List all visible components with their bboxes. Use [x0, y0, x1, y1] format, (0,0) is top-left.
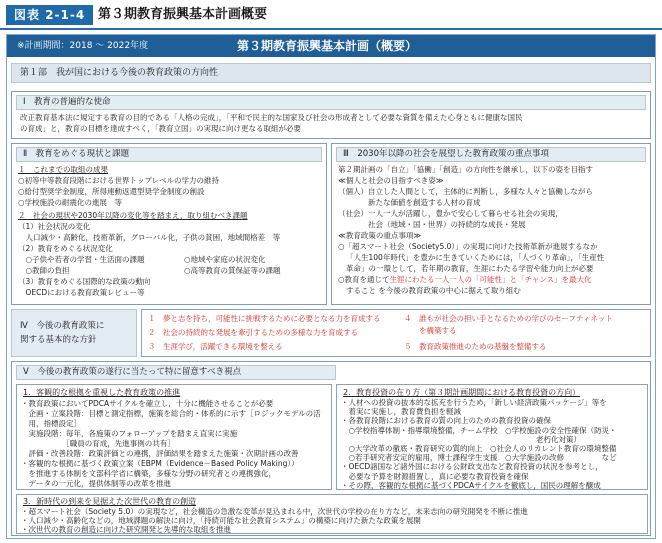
evidence-line: 評価・改善段階：政策評価との連携，評価結果を踏まえた施策・次期計画の改善 [21, 449, 299, 458]
evidence-line: ［職員の育成，先進事例の共有］ [21, 439, 175, 448]
evidence-line: 実施段階：毎年，各施策のフォローアップを踏まえ直実に実施 [21, 429, 238, 438]
evidence-line: ・教育政策においてPDCAサイクルを確立し，十分に機能させることが必要 [21, 399, 274, 408]
evidence-line: 用，指標設定］ [21, 419, 81, 428]
priority-line: 革命」の一環として，若年期の教育，生涯にわたる学習や能力向上が必要 [346, 264, 594, 273]
next-generation-line: ・人口減少・高齢化などの，地域課題の解決に向け，「持続可能な社会教育システム」の構築に向けた新たな政策を展開 [21, 516, 421, 525]
priority-line: （個人）自立した人間として，主体的に判断し，多様な人々と協働しながら [338, 187, 593, 196]
issue-line: ○学校施設の耐震化の進展 等 [18, 198, 123, 207]
next-generation-title: 3．新時代の到来を見据えた次世代の教育の創造 [23, 497, 197, 506]
policy-item: ５ 教育政策推進のための基盤を整備する [404, 342, 547, 351]
highlight-possibility: 「可能性」 [472, 275, 510, 284]
issue-line: （1）社会状況の変化 [18, 222, 91, 231]
investment-line: ・OECD諸国など諸外国における公財政支出など教育投資の状況を参考とし， [341, 462, 603, 472]
investment-line: 老朽化対策） [341, 434, 581, 444]
figure-header [0, 0, 662, 30]
mission-line: 改正教育基本法に規定する教育の目的である「人格の完成」，「平和で民主的な国家及び社会の形成者として必要な資質を備えた心身ともに健康な国民 [20, 113, 523, 122]
highlight-and: と [509, 275, 518, 284]
policy-item: ３ 生涯学び，活躍できる環境を整える [148, 342, 283, 351]
evidence-line: 企画・立案段階：目標と測定指標，施策を総合的・体系的に示す［ロジックモデルの活 [21, 409, 321, 418]
issue-line: （2）教育をめぐる状況変化 [18, 244, 113, 253]
section-mission [11, 91, 651, 139]
highlight-chance: 「チャンス」 [517, 275, 562, 284]
priority-line: ○「超スマート社会（Society5.0）」の実現に向けた技術革新が進展するなか [338, 242, 598, 251]
issue-line: （3）教育をめぐる国際的な政策の動向 [18, 277, 151, 286]
issue-line: ○地域や家庭の状況変化 [184, 255, 266, 264]
policy-item: ４ 誰もが社会の担い手となるための学びのセーフティネット [404, 314, 613, 323]
next-generation-box [16, 494, 648, 534]
policy-label-line: 関する基本的な方針 [20, 335, 97, 345]
issue-line: ○初等中等教育段階における世界トップレベルの学力の維持 [18, 176, 220, 185]
issue-line: １ これまでの取組の成果 [18, 165, 108, 174]
investment-line: ○学校指導体制・指導環境整備，チーム学校 ○学校施設の安全性確保（防災・ [341, 425, 617, 435]
investment-line: ・その際，客観的な根拠に基づくPDCAサイクルを徹底し，国民の理解を醸成 [341, 480, 601, 490]
figure-title: 第３期教育振興基本計画概要 [98, 7, 268, 22]
investment-line: ○大学改革の徹底・教育研究の質的向上 ○社会人のリカレント教育の環境整備 [341, 444, 617, 453]
issue-line: 人口減少・高齢化，技術革新，グローバル化，子供の貧困，地域間格差 等 [18, 233, 281, 242]
plan-period: ※計画期間：2018 ～ 2022年度 [17, 41, 149, 51]
priority-line: ≪教育政策の重点事項≫ [338, 231, 422, 240]
title-bar [7, 35, 655, 57]
priority-line: （社会）一人一人が活躍し，豊かで安心して暮らせる社会の実現， [338, 209, 563, 218]
evidence-box [16, 384, 332, 490]
section-heading: Ⅱ 教育をめぐる現状と課題 [16, 147, 322, 162]
issue-line: ○子供や若者の学習・生活面の課題 [18, 255, 145, 264]
investment-line: ・人材への投資の抜本的な拡充を行うため，「新しい経済政策パッケージ」等を [341, 398, 607, 407]
issue-line: ○教師の負担 [18, 266, 70, 275]
plan-title: 第３期教育振興基本計画（概要） [237, 39, 418, 53]
evidence-title: 1．客観的な根拠を重視した教育政策の推進 [23, 388, 181, 397]
policy-item: を構築する [404, 326, 457, 335]
part1-heading: 第１部 我が国における今後の教育政策の方向性 [11, 63, 651, 83]
investment-line: 着実に実施し，教育費負担を軽減 [341, 407, 461, 417]
priority-line: ≪個人と社会の目指すべき姿≫ [338, 176, 444, 185]
issue-line: ２ 社会の現状や2030年以降の変化等を踏まえ，取り組むべき課題 [18, 211, 248, 220]
policy-items [141, 309, 651, 357]
priority-line: 社会（地域・国・世界）の持続的な成長・発展 [338, 220, 526, 229]
policy-label [11, 309, 137, 357]
policy-item: １ 夢と志を持ち，可能性に挑戦するために必要となる力を育成する [148, 314, 381, 323]
section-policy [11, 309, 651, 357]
investment-line: 必要な予算を財源措置し，真に必要な教育投資を確保 [341, 471, 529, 481]
section-heading: Ⅲ 2030年以降の社会を展望した教育政策の重点事項 [336, 147, 646, 162]
section-considerations [11, 361, 651, 536]
investment-title: 2．教育投資の在り方（第３期計画期間における教育投資の方向） [343, 388, 581, 397]
mission-line: の育成」と，教育の目標を達成すべく，「教育立国」の実現に向け更なる取組が必要 [20, 124, 301, 133]
priority-line: 「人生100年時代」を豊かに生きていくためには，「人づくり革命」，「生産性 [346, 253, 605, 262]
section-heading: Ⅴ 今後の教育政策の遂行に当たって特に留意すべき視点 [16, 365, 336, 380]
investment-line: ○若手研究者安定的雇用，博士課程学生支援 ○大学施設の改修 など [341, 453, 617, 463]
priority-line: 新たな価値を創造する人材の育成 [338, 198, 481, 207]
evidence-line: データの一元化，提供体制等の改革を推進 [21, 479, 171, 488]
policy-label-line: Ⅳ 今後の教育政策に [20, 321, 105, 331]
section-current-issues [11, 143, 327, 305]
priority-line: 第２期計画の「自立」「協働」「創造」の方向性を継承し，以下の姿を目指す [338, 165, 593, 174]
evidence-line: を推進する体制を文部科学省に構築，多様な分野の研究者との連携強化， [21, 469, 276, 478]
issue-line: OECDにおける教育政策レビュー等 [18, 288, 145, 297]
figure-id: 図表 2-1-4 [6, 5, 93, 25]
issue-line: ○給付型奨学金制度，所得連動返還型奨学金制度の創設 [18, 187, 205, 196]
section-priorities [331, 143, 651, 305]
investment-line: ・各教育段階における教育の質の向上のための教育投資の確保 [341, 416, 551, 426]
policy-item: ２ 社会の持続的な発展を牽引するための多様な力を育成する [148, 328, 358, 337]
highlight-lifelong: 生涯にわたる一人一人の [389, 275, 473, 284]
priority-line: すること を今後の教育政策の中心に据えて取り組む [346, 286, 521, 295]
evidence-line: ・客観的な根拠に基づく政策立案（EBPM（Evidence－Based Policy Making）） [21, 459, 299, 468]
highlight-maximize: を最大化 [561, 275, 592, 284]
plan-overview-frame [6, 34, 656, 539]
issue-line: ○高等教育の質保証等の課題 [184, 266, 281, 275]
priority-line: ○教育を通じて生涯にわたる一人一人の「可能性」と「チャンス」を最大化 [338, 275, 592, 284]
next-generation-line: ・超スマート社会（Society 5.0）の実現など，社会構造の急激な変革が見込まれる中，次世代の学校の在り方など，未来志向の研究開発を不断に推進 [21, 507, 528, 516]
investment-box [336, 384, 648, 490]
section-heading: Ⅰ 教育の普遍的な使命 [16, 95, 646, 110]
next-generation-line: ・次世代の教育の創造に向けた研究開発と先導的な取組を推進 [21, 525, 231, 534]
